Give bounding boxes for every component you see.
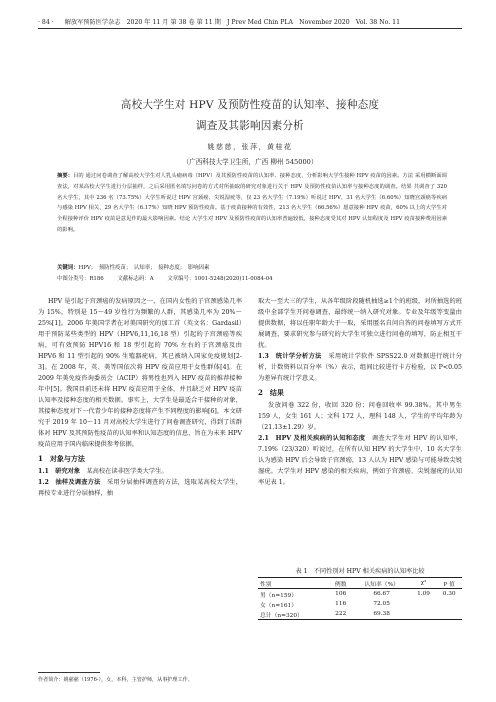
table-cell: 66.67 [373, 591, 390, 597]
author-footnote: 作者简介：姚慈慈（1976-），女，本科，主管护师，从事护理工作。 [38, 677, 193, 683]
table-cell: 106 [335, 591, 347, 597]
table-header-cell: P 值 [443, 581, 455, 588]
document-code: 文献标志码：A [117, 276, 154, 282]
table-row [258, 599, 462, 609]
table-caption: 表 1 不同性别对 HPV 相关疾病的认知率比较 [295, 568, 425, 575]
table-row [258, 589, 462, 600]
table-hpv-awareness [258, 577, 462, 620]
body-column-right [258, 296, 462, 488]
keywords [57, 263, 447, 271]
table-header-cell: 例数 [334, 581, 347, 588]
header-rule [38, 28, 462, 29]
affiliation: （广西科技大学卫生所，广西 柳州 545000） [182, 158, 318, 166]
table-cell: 116 [335, 601, 347, 607]
subsection-2-1 [258, 433, 462, 488]
table-cell [436, 609, 462, 620]
subsection-1-3 [258, 351, 462, 384]
running-head [38, 17, 462, 26]
article-title-line2: 调查及其影响因素分析 [196, 120, 304, 132]
subsection-1-1 [38, 466, 242, 477]
classification-line [57, 274, 447, 282]
subsection-label: 1.1 研究对象 [38, 468, 81, 475]
subsection-1-2 [38, 477, 242, 499]
table-header-cell: 认知率（%） [364, 581, 399, 588]
subsection-text: 调查大学生对 HPV 的认知率，7.19%（23/320）听说过，在所有认知 HPV 的大学生中，10 名大学生认为感染 HPV 后会导致子宫颈癌，13 人认为 HPV 感染与可能导致尖锐湿疣。大学生对 HPV 感染的相关疾病，例如子宫颈癌、尖锐湿疣的认知率见表 1。 [258, 435, 462, 486]
table-cell: 222 [335, 611, 347, 617]
abstract [57, 171, 447, 236]
table-row [258, 609, 462, 620]
table-cell: 0.30 [442, 591, 456, 597]
abstract-label: 摘要： [57, 173, 74, 179]
body-column-left [38, 296, 242, 499]
table-cell: 69.38 [373, 611, 390, 617]
subsection-text: 某高校在读非医学类大学生。 [86, 468, 168, 475]
table-cell [411, 609, 437, 620]
authors: 姚慈慈，张萍，黄桂花 [207, 143, 293, 151]
subsection-text: 采用统计学软件 SPSS22.0 对数据进行统计分析，计数资料以百分率（%）表示，组间比较进行卡方检验，以 P<0.05 为差异有统计学意义。 [258, 353, 463, 382]
footnote-rule [38, 672, 100, 673]
subsection-text: 采用分层抽样调查的方法，选取某高校大学生，再按专业进行分层抽样，抽 [38, 479, 242, 497]
journal-citation: 解放军预防医学杂志 2020 年 11 月 第 38 卷 第 11 期 J Prev Med Chin PLA November 2020 Vol. 38 No. 11 [64, 19, 401, 26]
subsection-label: 1.2 抽样及调查方法 [38, 479, 101, 486]
article-title-line1: 高校大学生对 HPV 及预防性疫苗的认知率、接种态度 [120, 99, 380, 111]
results-paragraph: 发放问卷 322 份，收回 320 份；问卷回收率 99.38%。其中男生 159 人，女生 161 人；文科 172 人，理科 148 人，学生的平均年龄为（21.13±1.29）岁。 [258, 402, 462, 431]
table-cell: 72.05 [373, 601, 390, 607]
section-heading-results: 2 结果 [258, 388, 284, 397]
table-header-cell: 性别 [260, 581, 272, 588]
table-header-cell: χ² [420, 580, 427, 586]
table-cell: 总计（n=320） [260, 612, 303, 619]
table-cell: 男（n=159） [260, 592, 298, 599]
keywords-text: HPV； 预防性疫苗； 认知率； 接种态度； 影响因素 [78, 265, 210, 271]
subsection-label: 1.3 统计学分析方法 [258, 353, 322, 360]
article-number: 文章编号：1001-5248(2020)11-0084-04 [167, 276, 273, 282]
table-cell [411, 599, 437, 609]
keywords-label: 关键词： [57, 265, 79, 271]
table-cell: 女（n=161） [260, 602, 298, 609]
abstract-text: 目的 通过问卷调查了解高校大学生对人乳头瘤病毒（HPV）及其预防性疫苗的认知率、接种态度，分析影响大学生接种 HPV 疫苗的因素。方法 采用横断面调查法，对某高校大学生进行分层抽样，之后采用匿名填写问卷的方式对所抽取的研究对象进行关于 HPV 及预防性疫苗认知率与接种态度的调查。结果 共调查了 320 名大学生，其中 236 名（73.75%）大学生听说过 HPV 宫颈癌、尖锐湿疣等，仅 23 名大学生（7.19%）听说过 HPV，31 名大学生（6.60%）知晓宫颈癌等疾病与感染 HPV 相关，29 名大学生（6.17%）知晓 HPV 预防性疫苗。基于疫苗接种的有效性，213 名大学生（66.56%）愿意接种 HPV 疫苗，60% 以上的大学生对全程接种评价 HPV 疫苗是意见作的最大影响因素。结论 大学生对 HPV 及预防性疫苗的认知率普遍较低，接种态度受其对 HPV 认知程度及 HPV 疫苗接种费用因素的影响。 [57, 173, 447, 233]
table-cell [436, 599, 462, 609]
table-header-row [258, 578, 462, 589]
intro-paragraph: HPV 是引起子宫颈癌的发病原因之一，在国内女性的子宫颈感染几率为 15%，特别是 15～49 岁性行为频繁的人群，其感染几率为 20%～25%[1]。2006 年美国学者在对美国研究的加工首（英文名：Gardasil）用于预防某些类型的 HPV（HPV6,11,16,18 型）引起的子宫颈癌等疾病，可有效预防 HPV16 和 18 型引起的 70% 左右的子宫颈癌及由 HPV6 和 11 型引起的 90% 生殖器疣病，其已被纳入国家免疫规划[2-3]。在 2008 年，英、美等国依次将 HPV 疫苗应用于女性群体[4]。在 2009 年美免疫咨询委员会（ACIP）将男性也列入 HPV 疫苗的推荐接种年中[5]。我国目前还未将 HPV 疫苗应用于全体，并且缺乏对 HPV 疫苗认知率及接种态度的相关数据。事实上，大学生是最适合干接种的对象，其接种态度对下一代青少年的接种态度将产生不同程度的影响[6]，本文研究于 2019 年 10～11 月对高校大学生进行了问卷调查研究，得到了该群体对 HPV 及其预防性疫苗的认知率和认知态度的信息，旨在为未来 HPV 疫苗应用于国内临床提供参考依据。 [38, 298, 242, 448]
clc-number: 中图分类号：R186 [57, 276, 104, 282]
sampling-continued: 取大一至大三的学生，从各年级阶段随机抽选≥1个的班级，对所抽选的班级中全部学生开问卷调查，最终统一纳入研究对象。专业及年级等变量由提供数据，将以任职年龄大于一取，采用匿名自问自答的问卷填写方式开展调查，要求研究参与研究的大学生可独立进行问卷的填写，防止相互干扰。 [258, 298, 462, 349]
subsection-label: 2.1 HPV 及相关疾病的认知和态度 [258, 435, 366, 442]
page-number: · 84 · [38, 19, 54, 26]
table-cell: 1.09 [417, 591, 430, 597]
section-heading-methods: 1 对象与方法 [38, 454, 85, 463]
